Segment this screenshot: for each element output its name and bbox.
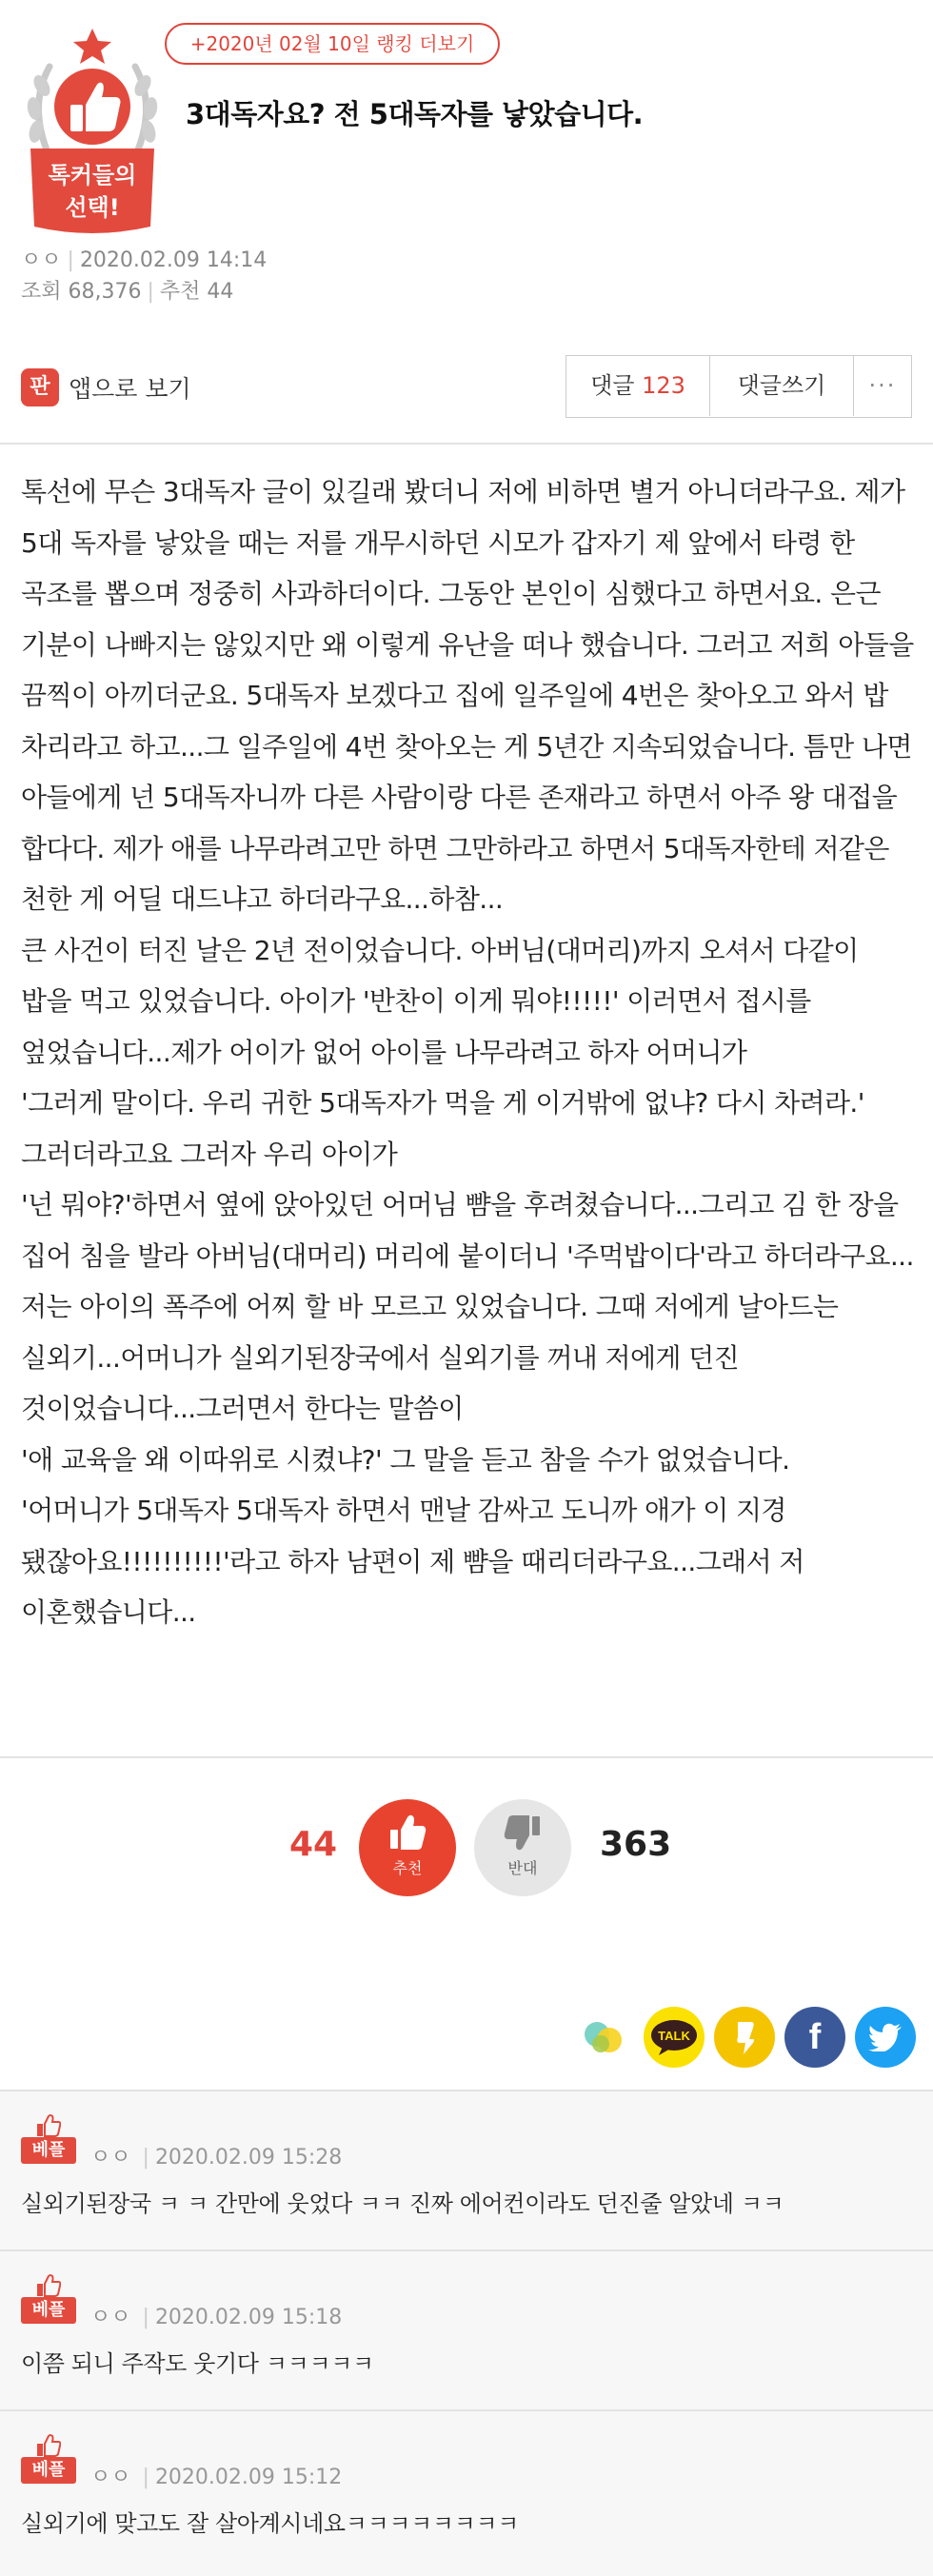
comment-date: 2020.02.09 15:28 — [154, 2146, 343, 2170]
downvote-button[interactable] — [474, 1799, 571, 1896]
upvote-button[interactable] — [359, 1799, 456, 1896]
share-twitter-button[interactable] — [855, 2007, 916, 2068]
more-options-button[interactable]: ··· — [868, 372, 897, 399]
share-bar — [573, 2007, 916, 2068]
comment-item — [0, 2090, 933, 2249]
comment-item — [0, 2409, 933, 2569]
post-meta-stats: 조회 68,376 | 추천 44 — [21, 280, 234, 304]
post-header — [0, 0, 933, 324]
author-name[interactable]: ㅇㅇ — [21, 248, 62, 272]
write-comment-button[interactable]: 댓글쓰기 — [710, 356, 854, 416]
best-comment-badge — [21, 2114, 76, 2164]
best-label: 베플 — [21, 2297, 76, 2324]
open-in-app-link[interactable] — [21, 368, 191, 406]
post-toolbar — [0, 349, 933, 426]
comment-item — [0, 2249, 933, 2409]
share-kakaotalk-button[interactable] — [644, 2007, 705, 2068]
toker-choice-badge — [21, 29, 164, 238]
comment-text: 실외기된장국 ㅋ ㅋ 간만에 웃었다 ㅋㅋ 진짜 에어컨이라도 던진줄 알았네 ㅋㅋ — [21, 2190, 784, 2217]
thumbs-down-icon — [504, 1814, 542, 1851]
comments-count: 123 — [642, 372, 685, 399]
share-naver-button[interactable] — [573, 2007, 634, 2068]
thumbs-up-icon — [388, 1814, 427, 1851]
kakaostory-icon — [730, 2018, 759, 2056]
thumbs-up-icon — [36, 2274, 61, 2297]
comment-button-group — [566, 355, 912, 418]
kakao-talk-label: TALK — [658, 2029, 690, 2043]
comment-meta: ㅇㅇ | 2020.02.09 15:12 — [90, 2466, 343, 2489]
ranking-more-link[interactable]: +2020년 02월 10일 랭킹 더보기 — [165, 23, 500, 65]
facebook-icon: f — [808, 2016, 822, 2057]
downvote-label: 반대 — [507, 1859, 538, 1877]
comments-button[interactable] — [566, 356, 710, 416]
divider — [0, 443, 933, 445]
comment-meta: ㅇㅇ | 2020.02.09 15:18 — [90, 2306, 343, 2329]
badge-text-1: 톡커들의 — [48, 162, 137, 188]
upvote-count: 44 — [289, 1825, 338, 1864]
thumbs-up-icon — [36, 2434, 61, 2457]
share-kakaostory-button[interactable] — [714, 2007, 775, 2068]
kakaotalk-icon — [649, 2018, 699, 2056]
thumbs-up-icon — [36, 2114, 61, 2137]
comment-author[interactable]: ㅇㅇ — [90, 2146, 131, 2170]
best-comments — [0, 2090, 933, 2576]
post-date: 2020.02.09 14:14 — [79, 248, 268, 272]
best-label: 베플 — [21, 2457, 76, 2484]
post-title: 3대독자요? 전 5대독자를 낳았습니다. — [186, 98, 644, 130]
open-in-app-label: 앱으로 보기 — [69, 375, 191, 403]
divider — [0, 1756, 933, 1758]
twitter-icon — [868, 2023, 903, 2051]
share-facebook-button[interactable] — [784, 2007, 845, 2068]
best-label: 베플 — [21, 2137, 76, 2164]
post-meta-author-date: ㅇㅇ | 2020.02.09 14:14 — [21, 248, 268, 272]
view-count: 조회 68,376 — [21, 280, 142, 304]
comment-date: 2020.02.09 15:12 — [154, 2466, 343, 2489]
pann-app-icon: 판 — [21, 368, 59, 406]
post-body: 톡선에 무슨 3대독자 글이 있길래 봤더니 저에 비하면 별거 아니더라구요. 제가 5대 독자를 낳았을 때는 저를 개무시하던 시모가 갑자기 제 앞에서 타령 한 곡조를 뽑으며 정중히 사과하더이다. 그동안 본인이 심했다고 하면서요. 은근 기분이 나빠지는 않있지만 왜 이렇게 유난을 떠나 했습니다. 그러고 저희 아들을 끔찍이 아끼더군요. 5대독자 보겠다고 집에 일주일에 4번은 찾아오고 와서 밥 차리라고 하고...그 일주일에 4번 찾아오는 게 5년간 지속되었습니다. 틈만 나면 아들에게 넌 5대독자니까 다른 사람이랑 다른 존재라고 하면서 아주 왕 대접을 합다다. 제가 애를 나무라려고만 하면 그만하라고 하면서 5대독자한테 저같은 천한 게 어딜 대드냐고 하더라구요...하참... 큰 사건이 터진 날은 2년 전이었습니다. 아버님(대머리)까지 오셔서 다같이 밥을 먹고 있었습니다. 아이가 '반찬이 이게 뭐야!!!!!' 이러면서 접시를 엎었습니다...제가 어이가 없어 아이를 나무라려고 하자 어머니가 '그러게 말이다. 우리 귀한 5대독자가 먹을 게 이거밖에 없냐? 다시 차려라.' 그러더라고요 그러자 우리 아이가 '넌 뭐야?'하면서 옆에 앉아있던 어머님 뺨을 후려쳤습니다...그리고 김 한 장을 집어 침을 발라 아버님(대머리) 머리에 붙이더니 '주먹밥이다'라고 하더라구요...저는 아이의 폭주에 어찌 할 바 모르고 있었습니다. 그때 저에게 날아드는 실외기...어머니가 실외기된장국에서 실외기를 꺼내 저에게 던진 것이었습니다...그러면서 한다는 말씀이 '애 교육을 왜 이따위로 시켰냐?' 그 말을 듣고 참을 수가 없었습니다. '어머니가 5대독자 5대독자 하면서 맨날 감싸고 도니까 애가 이 지경 됐잖아요!!!!!!!!!!'라고 하자 남편이 제 뺨을 때리더라구요...그래서 저 이혼했습니다... — [21, 476, 914, 1628]
badge-text-2: 선택! — [65, 194, 120, 221]
best-comment-badge — [21, 2274, 76, 2324]
comment-author[interactable]: ㅇㅇ — [90, 2306, 131, 2329]
comments-label: 댓글 — [590, 372, 635, 399]
comment-meta: ㅇㅇ | 2020.02.09 15:28 — [90, 2146, 343, 2170]
naver-band-icon — [578, 2011, 629, 2063]
upvote-label: 추천 — [392, 1859, 423, 1877]
comment-text: 이쯤 되니 주작도 웃기다 ㅋㅋㅋㅋㅋ — [21, 2350, 374, 2377]
downvote-count: 363 — [600, 1825, 672, 1864]
comment-author[interactable]: ㅇㅇ — [90, 2466, 131, 2489]
comment-date: 2020.02.09 15:18 — [154, 2306, 343, 2329]
recommend-count: 추천 44 — [159, 280, 234, 304]
comment-text: 실외기에 맞고도 잘 살아계시네요ㅋㅋㅋㅋㅋㅋㅋㅋ — [21, 2510, 519, 2537]
best-comment-badge — [21, 2434, 76, 2484]
vote-area — [0, 1794, 933, 1899]
